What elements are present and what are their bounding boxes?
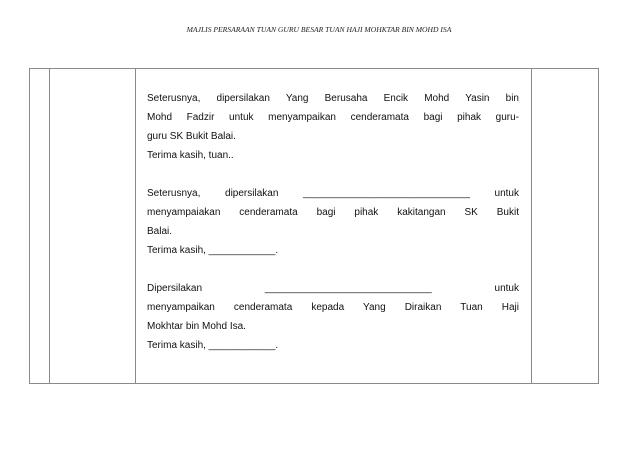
table-row	[30, 69, 599, 384]
para2-line3: Balai.	[147, 226, 173, 237]
para3-line2: menyampaikan cenderamata kepada Yang Diraikan Tuan Haji	[147, 302, 519, 313]
cell-notes	[532, 69, 599, 384]
cell-number	[30, 69, 50, 384]
cell-script	[136, 69, 532, 384]
para1-line1: Seterusnya, dipersilakan Yang Berusaha Encik Mohd Yasin bin	[147, 93, 519, 104]
paragraph-2	[147, 184, 519, 260]
para2-blank: ______________________________	[303, 188, 470, 199]
para2-line1	[147, 184, 519, 203]
para3-line1	[147, 279, 519, 298]
para2-thanks: Terima kasih, ____________.	[147, 245, 279, 256]
para3-word1: Dipersilakan	[147, 283, 203, 294]
cell-time	[50, 69, 136, 384]
para3-blank: ______________________________	[264, 283, 432, 294]
paragraph-1	[147, 89, 519, 165]
paragraph-3	[147, 279, 519, 355]
para2-line2: menyampaiakan cenderamata bagi pihak kakitangan SK Bukit	[147, 207, 519, 218]
para2-word2: dipersilakan	[225, 188, 279, 199]
program-script-table	[29, 68, 599, 384]
para1-line2: Mohd Fadzir untuk menyampaikan cenderamata bagi pihak guru-	[147, 112, 519, 123]
para2-word3: untuk	[494, 188, 519, 199]
para1-thanks: Terima kasih, tuan..	[147, 150, 234, 161]
para2-word1: Seterusnya,	[147, 188, 201, 199]
para3-word2: untuk	[494, 283, 519, 294]
page-header: MAJLIS PERSARAAN TUAN GURU BESAR TUAN HAJI MOHKTAR BIN MOHD ISA	[186, 25, 452, 34]
para3-line3: Mokhtar bin Mohd Isa.	[147, 321, 246, 332]
para3-thanks: Terima kasih, ____________.	[147, 340, 279, 351]
para1-line3: guru SK Bukit Balai.	[147, 131, 236, 142]
